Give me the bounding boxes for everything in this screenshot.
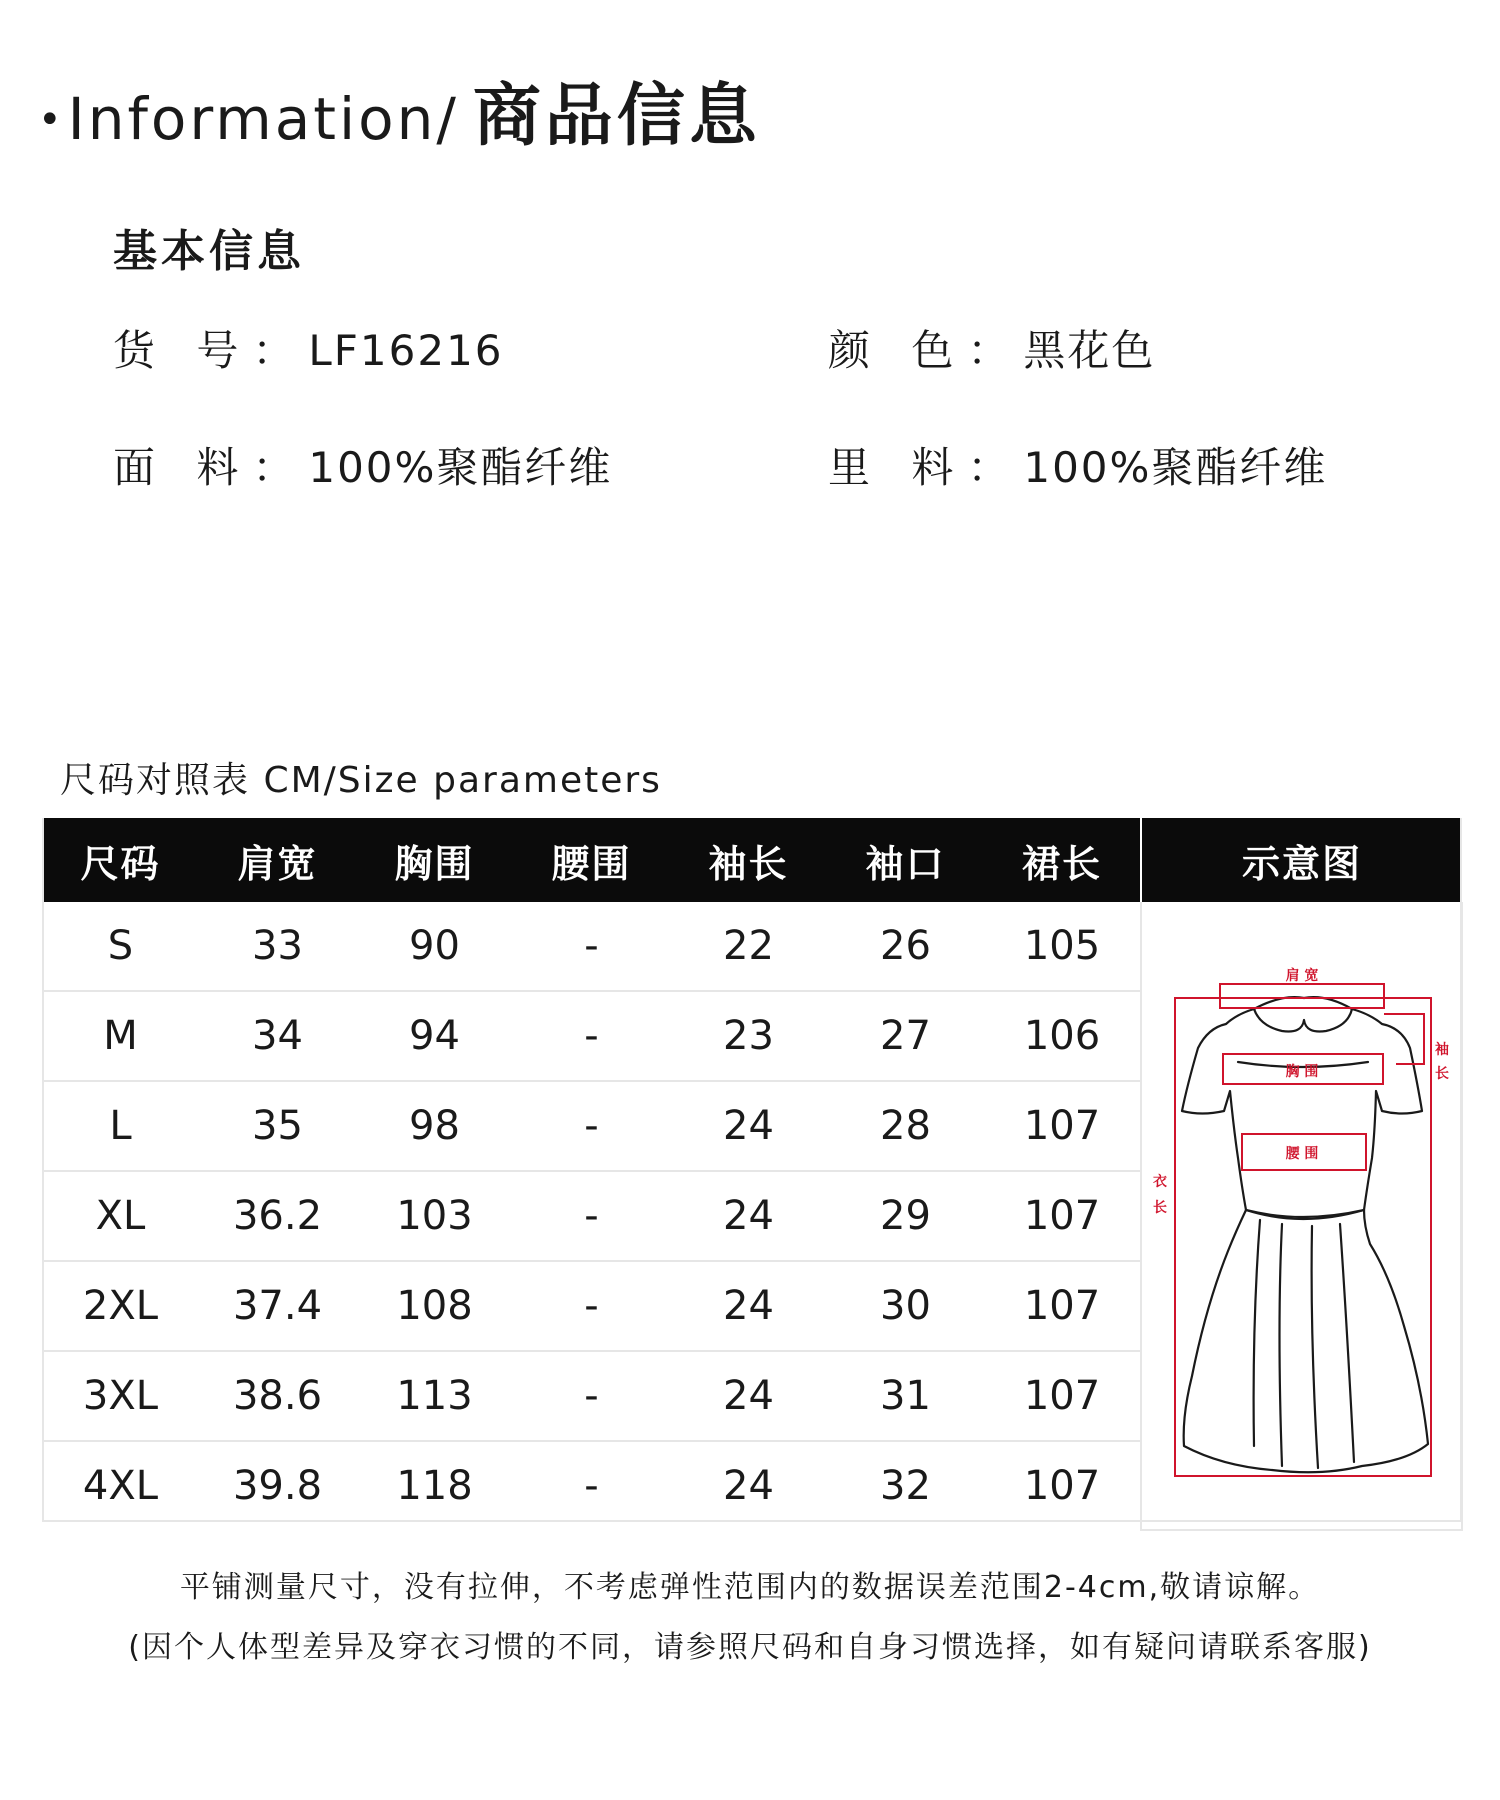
shoulder-measure-box: [1220, 984, 1384, 1008]
cell-size: M: [42, 991, 199, 1081]
color-label: 颜 色：: [828, 326, 1024, 375]
header-title-cn: 商品信息: [472, 77, 761, 156]
size-advice-note: (因个人体型差异及穿衣习惯的不同，请参照尺码和自身习惯选择，如有疑问请联系客服): [128, 1630, 1372, 1665]
diagram-cell: [1141, 902, 1462, 1530]
fabric-info: [113, 435, 612, 495]
cell-cuff: 29: [827, 1171, 984, 1261]
basic-info-title: 基本信息: [113, 226, 305, 277]
cell-dress-length: 105: [984, 902, 1141, 991]
header-cuff: 袖口: [827, 818, 984, 902]
cell-size: 2XL: [42, 1261, 199, 1351]
cell-sleeve-length: 24: [670, 1351, 827, 1441]
cell-waist: -: [513, 1261, 670, 1351]
diagram-label-shoulder: 肩 宽: [1285, 967, 1319, 984]
cell-chest: 118: [396, 1463, 473, 1509]
header-dress-length: 裙长: [984, 818, 1141, 902]
section-header: [38, 62, 761, 159]
header-title-en: Information/: [67, 85, 459, 153]
cell-waist: -: [513, 902, 670, 991]
cell-size: L: [42, 1081, 199, 1171]
cell-waist: -: [513, 1081, 670, 1171]
diagram-label-chest: 胸 围: [1285, 1063, 1319, 1080]
cell-size: 4XL: [82, 1463, 159, 1509]
cell-shoulder: 37.4: [199, 1261, 356, 1351]
cell-chest: 94: [356, 991, 513, 1081]
cell-chest: 90: [356, 902, 513, 991]
header-size: 尺码: [42, 818, 199, 902]
diagram-label-length-2: 长: [1153, 1199, 1167, 1216]
cell-chest: 98: [356, 1081, 513, 1171]
cell-sleeve-length: 24: [670, 1171, 827, 1261]
bullet-dot: •: [38, 97, 62, 143]
dress-diagram: [1142, 906, 1461, 1516]
diagram-label-sleeve-2: 长: [1435, 1065, 1449, 1082]
item-number: [113, 318, 504, 378]
cell-size: 3XL: [42, 1351, 199, 1441]
cell-size: S: [42, 902, 199, 991]
cell-size: XL: [42, 1171, 199, 1261]
color-info: [828, 318, 1155, 378]
lining-label: 里 料：: [828, 443, 1024, 492]
color-value: 黑花色: [1023, 326, 1156, 375]
cell-waist: -: [513, 1171, 670, 1261]
lining-info: [828, 435, 1327, 495]
cell-waist: -: [513, 991, 670, 1081]
cell-dress-length: 107: [984, 1351, 1141, 1441]
measurement-note: 平铺测量尺寸，没有拉伸，不考虑弹性范围内的数据误差范围2-4cm,敬请谅解。: [179, 1570, 1321, 1605]
cell-waist: -: [513, 1351, 670, 1441]
header-shoulder: 肩宽: [199, 818, 356, 902]
measure-lines: [1175, 984, 1431, 1476]
table-row: [42, 902, 1462, 991]
cell-sleeve-length: 22: [670, 902, 827, 991]
fabric-value: 100%聚酯纤维: [308, 443, 613, 492]
cell-shoulder: 36.2: [199, 1171, 356, 1261]
diagram-label-sleeve-1: 袖: [1435, 1041, 1449, 1058]
header-waist: 腰围: [513, 818, 670, 902]
cell-cuff: 27: [827, 991, 984, 1081]
cell-chest: 103: [356, 1171, 513, 1261]
cell-cuff: 32: [880, 1463, 931, 1509]
cell-cuff: 26: [827, 902, 984, 991]
diagram-label-length-1: 衣: [1153, 1173, 1167, 1190]
cell-dress-length: 107: [984, 1081, 1141, 1171]
cell-chest: 108: [356, 1261, 513, 1351]
item-number-value: LF16216: [308, 326, 504, 375]
cell-shoulder: 34: [199, 991, 356, 1081]
size-table-header: [42, 818, 1462, 902]
cell-sleeve-length: 24: [670, 1081, 827, 1171]
cell-dress-length: 106: [984, 991, 1141, 1081]
cell-dress-length: 107: [984, 1261, 1141, 1351]
cell-shoulder: 33: [199, 902, 356, 991]
size-table: [42, 818, 1463, 1531]
cell-cuff: 30: [827, 1261, 984, 1351]
lining-value: 100%聚酯纤维: [1023, 443, 1328, 492]
cell-shoulder: 38.6: [199, 1351, 356, 1441]
cell-waist: -: [584, 1463, 599, 1509]
size-chart-caption: 尺码对照表 CM/Size parameters: [60, 760, 662, 801]
header-sleeve-length: 袖长: [670, 818, 827, 902]
header-chest: 胸围: [356, 818, 513, 902]
cell-chest: 113: [356, 1351, 513, 1441]
diagram-label-waist: 腰 围: [1285, 1145, 1319, 1162]
cell-dress-length: 107: [984, 1171, 1141, 1261]
cell-sleeve-length: 24: [670, 1261, 827, 1351]
cell-shoulder: 39.8: [232, 1463, 323, 1509]
fabric-label: 面 料：: [113, 443, 309, 492]
cell-sleeve-length: 24: [723, 1463, 774, 1509]
cell-dress-length: 107: [1023, 1463, 1101, 1509]
cell-shoulder: 35: [199, 1081, 356, 1171]
item-number-label: 货 号：: [113, 326, 309, 375]
header-diagram: 示意图: [1141, 818, 1462, 902]
cell-sleeve-length: 23: [670, 991, 827, 1081]
cell-cuff: 31: [827, 1351, 984, 1441]
cell-cuff: 28: [827, 1081, 984, 1171]
